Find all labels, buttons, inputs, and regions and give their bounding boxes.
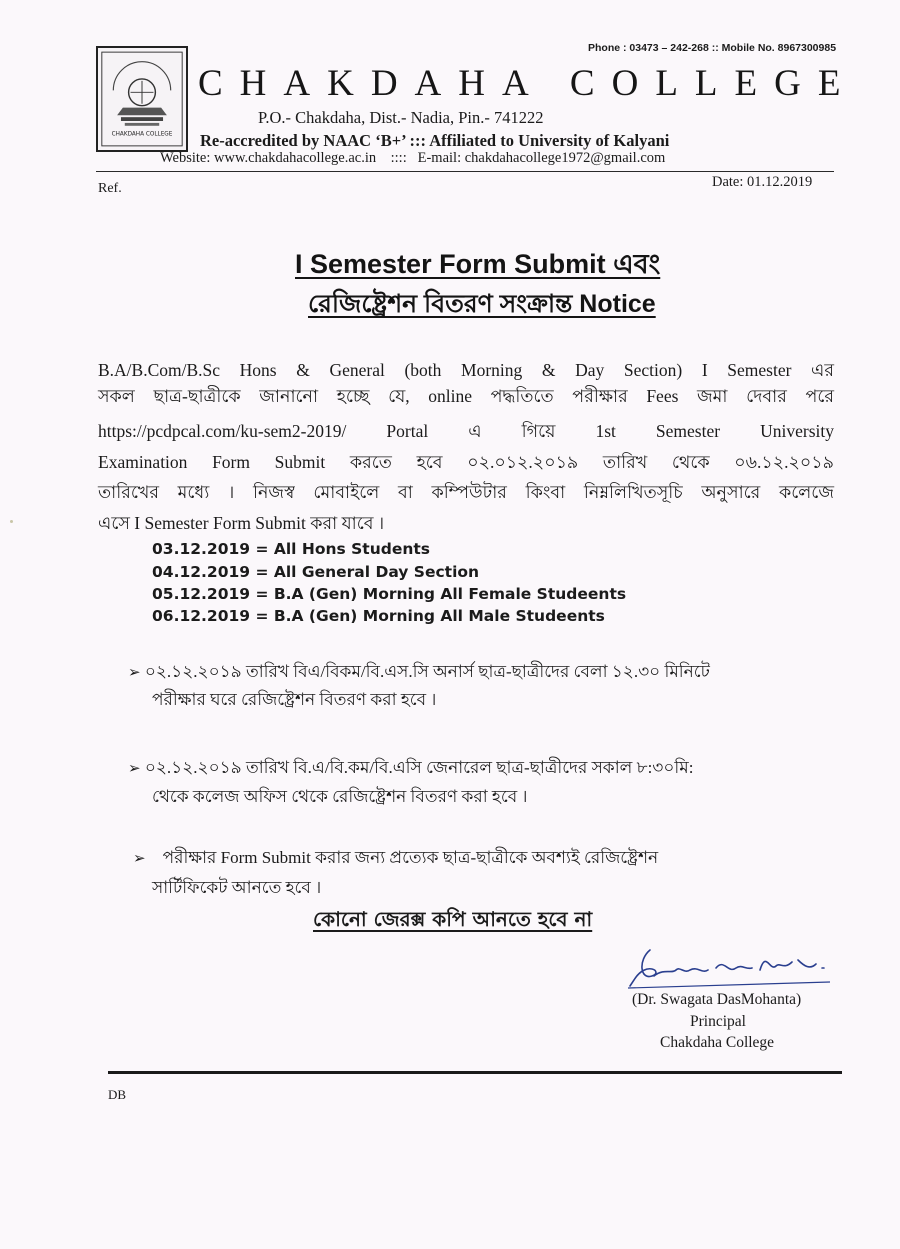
signatory-role: Principal bbox=[690, 1013, 746, 1030]
bullet-text: পরীক্ষার Form Submit করার জন্য প্রত্যেক ছাত্র-ছাত্রীকে অবশ্যই রেজিষ্ট্রেশন bbox=[162, 848, 659, 867]
bullet-continuation: থেকে কলেজ অফিস থেকে রেজিষ্ট্রেশন বিতরণ করা হবে । bbox=[152, 787, 528, 806]
signatory-name: (Dr. Swagata DasMohanta) bbox=[632, 991, 802, 1008]
bullet-continuation: পরীক্ষার ঘরে রেজিষ্ট্রেশন বিতরণ করা হবে । bbox=[152, 690, 437, 709]
body-line-4: Examination Form Submit করতে হবে ০২.০১২.২০১৯ তারিখ থেকে ০৬.১২.২০১৯ bbox=[98, 452, 834, 472]
signatory-organization: Chakdaha College bbox=[660, 1034, 775, 1051]
body-line-6: এসে I Semester Form Submit করা যাবে । bbox=[98, 513, 385, 533]
signature-graphic bbox=[620, 940, 840, 995]
arrow-bullet-icon: ➢ bbox=[128, 759, 141, 777]
notice-title-line-1: I Semester Form Submit এবং bbox=[295, 249, 661, 279]
body-line-3: https://pcdpcal.com/ku-sem2-2019/ Portal এ গিয়ে 1st Semester University bbox=[98, 421, 834, 441]
arrow-bullet-icon: ➢ bbox=[133, 849, 146, 867]
contact-phone: Phone : 03473 – 242-268 :: Mobile No. 8967300985 bbox=[588, 42, 837, 54]
bullet-continuation: সার্টিফিকেট আনতে হবে । bbox=[152, 878, 322, 897]
college-logo bbox=[96, 46, 188, 152]
scan-speck bbox=[10, 520, 13, 523]
arrow-bullet-icon: ➢ bbox=[128, 663, 141, 681]
footer-divider bbox=[108, 1071, 842, 1074]
separator: :::: bbox=[390, 150, 407, 166]
body-line-1: B.A/B.Com/B.Sc Hons & General (both Morning & Day Section) I Semester এর bbox=[98, 360, 834, 380]
reference-label: Ref. bbox=[98, 181, 122, 196]
body-line-5: তারিখের মধ্যে । নিজস্ব মোবাইলে বা কম্পিউটার কিংবা নিম্নলিখিতসূচি অনুসারে কলেজে bbox=[98, 482, 834, 502]
letterhead-divider bbox=[96, 171, 834, 172]
schedule-item: 03.12.2019 = All Hons Students bbox=[152, 540, 431, 558]
bullet-item bbox=[133, 846, 658, 870]
bullet-text: ০২.১২.২০১৯ তারিখ বি.এ/বি.কম/বি.এসি জেনারেল ছাত্র-ছাত্রীদের সকাল ৮:৩০মি: bbox=[144, 758, 694, 777]
bullet-item bbox=[128, 660, 710, 684]
notice-title-line-2: রেজিষ্ট্রেশন বিতরণ সংক্রান্ত Notice bbox=[308, 290, 656, 318]
bullet-item bbox=[128, 756, 693, 780]
schedule-item: 04.12.2019 = All General Day Section bbox=[152, 563, 480, 581]
closing-note: কোনো জেরক্স কপি আনতে হবে না bbox=[313, 907, 593, 931]
website-text: Website: www.chakdahacollege.ac.in bbox=[160, 150, 377, 166]
college-emblem-icon bbox=[98, 48, 186, 150]
footer-initials: DB bbox=[108, 1087, 127, 1102]
college-address: P.O.- Chakdaha, Dist.- Nadia, Pin.- 741222 bbox=[258, 108, 544, 127]
body-line-2: সকল ছাত্র-ছাত্রীকে জানানো হচ্ছে যে, online পদ্ধতিতে পরীক্ষার Fees জমা দেবার পরে bbox=[98, 386, 834, 406]
schedule-item: 06.12.2019 = B.A (Gen) Morning All Male Studeents bbox=[152, 607, 605, 625]
accreditation-line: Re-accredited by NAAC ‘B+’ ::: Affiliated to University of Kalyani bbox=[200, 131, 670, 150]
bullet-text: ০২.১২.২০১৯ তারিখ বিএ/বিকম/বি.এস.সি অনার্স ছাত্র-ছাত্রীদের বেলা ১২.৩০ মিনিটে bbox=[144, 662, 710, 681]
schedule-item: 05.12.2019 = B.A (Gen) Morning All Female Studeents bbox=[152, 585, 627, 603]
contact-line bbox=[160, 150, 665, 167]
svg-text:CHAKDAHA COLLEGE: CHAKDAHA COLLEGE bbox=[111, 131, 173, 138]
email-text: E-mail: chakdahacollege1972@gmail.com bbox=[417, 150, 666, 166]
notice-date: Date: 01.12.2019 bbox=[712, 174, 813, 190]
college-name: CHAKDAHA COLLEGE bbox=[198, 63, 858, 104]
